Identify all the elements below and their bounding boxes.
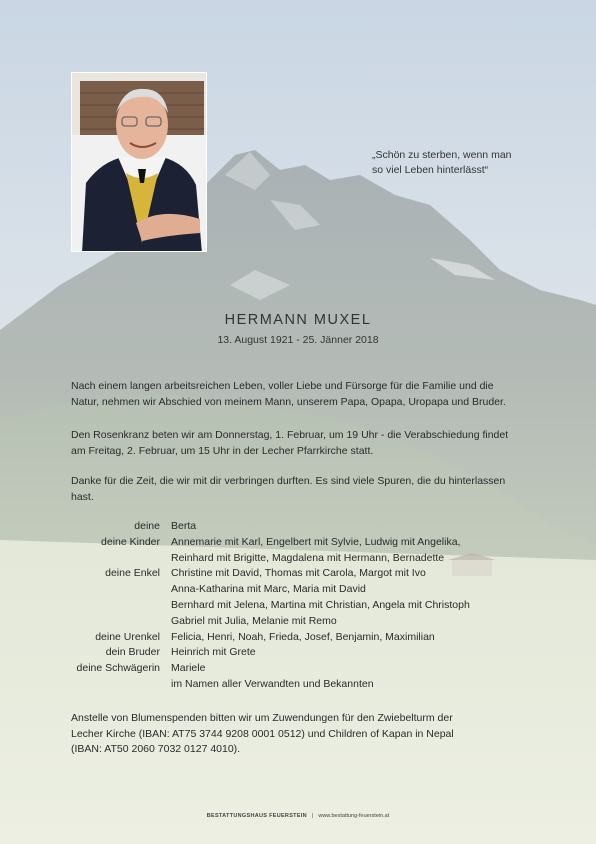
quote xyxy=(372,148,572,178)
portrait-photo xyxy=(71,72,207,252)
text-line: Danke für die Zeit, die wir mit dir verbringen durften. Es sind viele Spuren, die du hinterlassen xyxy=(71,475,506,487)
intro-paragraph xyxy=(71,379,541,410)
text-line: Anstelle von Blumenspenden bitten wir um Zuwendungen für den Zwiebelturm der xyxy=(71,712,453,724)
relative-names: Mariele xyxy=(171,662,206,675)
footer-separator: | xyxy=(311,813,314,819)
relative-names: Gabriel mit Julia, Melanie mit Remo xyxy=(171,614,337,627)
text-line: Nach einem langen arbeitsreichen Leben, voller Liebe und Fürsorge für die Familie und die xyxy=(71,380,494,392)
relative-row xyxy=(40,536,560,552)
relative-names: Annemarie mit Karl, Engelbert mit Sylvie, Ludwig mit Angelika, xyxy=(171,535,461,548)
relative-names: Christine mit David, Thomas mit Carola, Margot mit Ivo xyxy=(171,567,426,580)
quote-line: so viel Leben hinterlässt“ xyxy=(372,164,489,176)
relative-names: Reinhard mit Brigitte, Magdalena mit Hermann, Bernadette xyxy=(171,551,445,564)
relative-label: deine Urenkel xyxy=(95,630,160,643)
deceased-name: HERMANN MUXEL xyxy=(224,312,372,328)
company-website-link[interactable]: www.bestattung-feuerstein.at xyxy=(318,813,390,819)
relative-names: Bernhard mit Jelena, Martina mit Christian, Angela mit Christoph xyxy=(171,598,470,611)
relative-names: im Namen aller Verwandten und Bekannten xyxy=(171,677,374,690)
relative-row xyxy=(40,520,560,536)
text-line: Natur, nehmen wir Abschied von meinem Mann, unserem Papa, Opapa, Uropapa und Bruder. xyxy=(71,395,506,408)
relative-row xyxy=(40,646,560,662)
relative-row xyxy=(40,662,560,678)
text-line: (IBAN: AT50 2060 7032 0127 4010). xyxy=(71,743,241,755)
relative-names: Berta xyxy=(171,520,197,532)
relative-row xyxy=(40,583,560,599)
relative-label: deine Enkel xyxy=(105,567,160,580)
relative-names: Anna-Katharina mit Marc, Maria mit David xyxy=(171,583,366,596)
relative-row xyxy=(40,599,560,615)
relative-label: deine Kinder xyxy=(101,535,160,548)
relative-label: dein Bruder xyxy=(105,646,160,659)
quote-line: „Schön zu sterben, wenn man xyxy=(372,149,512,161)
rosary-paragraph xyxy=(71,428,541,459)
relative-row xyxy=(40,678,560,694)
thanks-paragraph xyxy=(71,474,541,505)
company-name: BESTATTUNGSHAUS FEUERSTEIN xyxy=(206,813,307,819)
donation-paragraph xyxy=(71,711,541,758)
relative-names: Felicia, Henri, Noah, Frieda, Josef, Benjamin, Maximilian xyxy=(171,630,435,643)
relatives-list xyxy=(40,520,560,694)
life-dates: 13. August 1921 - 25. Jänner 2018 xyxy=(217,334,379,346)
relative-row xyxy=(40,567,560,583)
relative-row xyxy=(40,631,560,647)
footer xyxy=(0,813,596,819)
relative-label: deine Schwägerin xyxy=(76,662,160,675)
relative-row xyxy=(40,615,560,631)
relative-label: deine xyxy=(134,520,160,532)
text-line: Den Rosenkranz beten wir am Donnerstag, 1. Februar, um 19 Uhr - die Verabschiedung findet xyxy=(71,429,509,441)
text-line: hast. xyxy=(71,490,94,503)
text-line: Lecher Kirche (IBAN: AT75 3744 9208 0001 0512) und Children of Kapan in Nepal xyxy=(71,727,454,740)
relative-row xyxy=(40,552,560,568)
text-line: am Freitag, 2. Februar, um 15 Uhr in der Lecher Pfarrkirche statt. xyxy=(71,444,374,457)
relative-names: Heinrich mit Grete xyxy=(171,646,256,659)
